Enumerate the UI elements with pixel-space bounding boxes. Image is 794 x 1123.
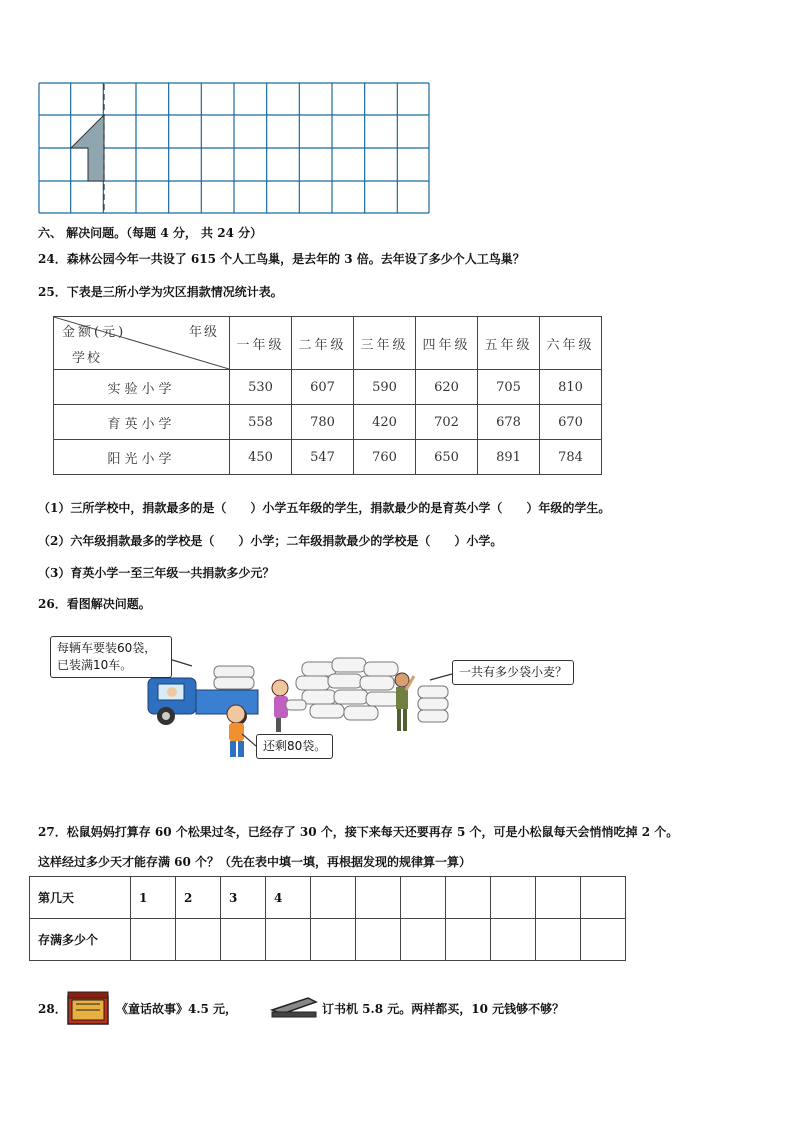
table-cell: 760 xyxy=(354,440,416,475)
day-cell: 2 xyxy=(176,877,221,919)
speech-bubble-remaining: 还剩80袋。 xyxy=(256,734,333,759)
question-25-part-1: （1）三所学校中，捐款最多的是（ ）小学五年级的学生，捐款最少的是育英小学（ ）年级的学生。 xyxy=(38,501,611,515)
table-cell: 590 xyxy=(354,370,416,405)
boy-standing xyxy=(227,705,245,757)
answer-cell[interactable] xyxy=(311,919,356,961)
question-24: 24．森林公园今年一共设了 615 个人工鸟巢，是去年的 3 倍。去年设了多少个人工鸟巢？ xyxy=(38,252,525,266)
grade-header: 一年级 xyxy=(230,317,292,370)
answer-cell[interactable] xyxy=(356,919,401,961)
grid-figure xyxy=(38,82,430,214)
table-cell: 705 xyxy=(478,370,540,405)
day-cell xyxy=(356,877,401,919)
table-cell: 558 xyxy=(230,405,292,440)
table-cell: 530 xyxy=(230,370,292,405)
table-cell: 620 xyxy=(416,370,478,405)
table-cell: 891 xyxy=(478,440,540,475)
wheat-sack-pile xyxy=(296,658,448,722)
wheat-illustration xyxy=(46,630,594,770)
table-row xyxy=(54,370,602,405)
school-name: 实验小学 xyxy=(54,370,230,405)
answer-cell[interactable] xyxy=(491,919,536,961)
man-pointing xyxy=(395,673,414,731)
donation-table xyxy=(53,316,602,475)
speech-bubble-truck: 每辆车要装60袋，已装满10车。 xyxy=(50,636,172,678)
table-corner-cell xyxy=(54,317,230,370)
stapler-icon xyxy=(268,992,320,1020)
answer-cell[interactable] xyxy=(221,919,266,961)
table-row-days xyxy=(30,877,626,919)
day-cell xyxy=(536,877,581,919)
day-cell: 1 xyxy=(131,877,176,919)
question-28-book-price: 《童话故事》4.5 元， xyxy=(116,1002,238,1016)
table-cell: 450 xyxy=(230,440,292,475)
school-name: 育英小学 xyxy=(54,405,230,440)
table-row-stored xyxy=(30,919,626,961)
day-cell xyxy=(446,877,491,919)
table-cell: 784 xyxy=(540,440,602,475)
question-26-intro: 26．看图解决问题。 xyxy=(38,597,151,611)
table-cell: 780 xyxy=(292,405,354,440)
question-28-number: 28． xyxy=(38,1002,67,1016)
day-cell: 3 xyxy=(221,877,266,919)
table-cell: 420 xyxy=(354,405,416,440)
corner-grade-label: 年级 xyxy=(188,325,219,340)
table-row xyxy=(54,440,602,475)
school-name: 阳光小学 xyxy=(54,440,230,475)
table-cell: 650 xyxy=(416,440,478,475)
day-cell xyxy=(491,877,536,919)
squirrel-table xyxy=(29,876,626,961)
answer-cell[interactable] xyxy=(131,919,176,961)
truck-sacks xyxy=(214,666,254,689)
grade-header: 四年级 xyxy=(416,317,478,370)
question-27-line-1: 27．松鼠妈妈打算存 60 个松果过冬，已经存了 30 个，接下来每天还要再存 5 个，可是小松鼠每天会悄悄吃掉 2 个。 xyxy=(38,825,679,839)
day-cell xyxy=(581,877,626,919)
question-25-part-3: （3）育英小学一至三年级一共捐款多少元？ xyxy=(38,566,275,580)
grade-header: 六年级 xyxy=(540,317,602,370)
table-cell: 810 xyxy=(540,370,602,405)
answer-cell[interactable] xyxy=(266,919,311,961)
question-25-part-2: （2）六年级捐款最多的学校是（ ）小学；二年级捐款最少的学校是（ ）小学。 xyxy=(38,534,503,548)
table-row xyxy=(54,405,602,440)
section-heading: 六、 解决问题。（每题 4 分， 共 24 分） xyxy=(38,226,263,240)
square-grid xyxy=(38,82,430,214)
answer-cell[interactable] xyxy=(581,919,626,961)
grade-header: 三年级 xyxy=(354,317,416,370)
grade-header: 五年级 xyxy=(478,317,540,370)
book-icon xyxy=(64,990,114,1028)
table-cell: 670 xyxy=(540,405,602,440)
table-cell: 547 xyxy=(292,440,354,475)
table-header-row xyxy=(54,317,602,370)
grade-header: 二年级 xyxy=(292,317,354,370)
answer-cell[interactable] xyxy=(446,919,491,961)
answer-cell[interactable] xyxy=(536,919,581,961)
speech-bubble-question: 一共有多少袋小麦？ xyxy=(452,660,574,685)
table-cell: 678 xyxy=(478,405,540,440)
answer-cell[interactable] xyxy=(401,919,446,961)
grid-shape xyxy=(71,115,104,181)
corner-school-label: 学校 xyxy=(72,351,103,366)
day-cell xyxy=(311,877,356,919)
table-cell: 607 xyxy=(292,370,354,405)
question-27-line-2: 这样经过多少天才能存满 60 个？（先在表中填一填，再根据发现的规律算一算） xyxy=(38,855,472,869)
day-cell: 4 xyxy=(266,877,311,919)
question-25-intro: 25．下表是三所小学为灾区捐款情况统计表。 xyxy=(38,285,283,299)
row-header-day: 第几天 xyxy=(30,877,131,919)
question-28-stapler-price: 订书机 5.8 元。两样都买，10 元钱够不够？ xyxy=(322,1002,565,1016)
row-header-stored: 存满多少个 xyxy=(30,919,131,961)
day-cell xyxy=(401,877,446,919)
corner-amount-label: 金额(元) xyxy=(62,325,127,340)
answer-cell[interactable] xyxy=(176,919,221,961)
table-cell: 702 xyxy=(416,405,478,440)
